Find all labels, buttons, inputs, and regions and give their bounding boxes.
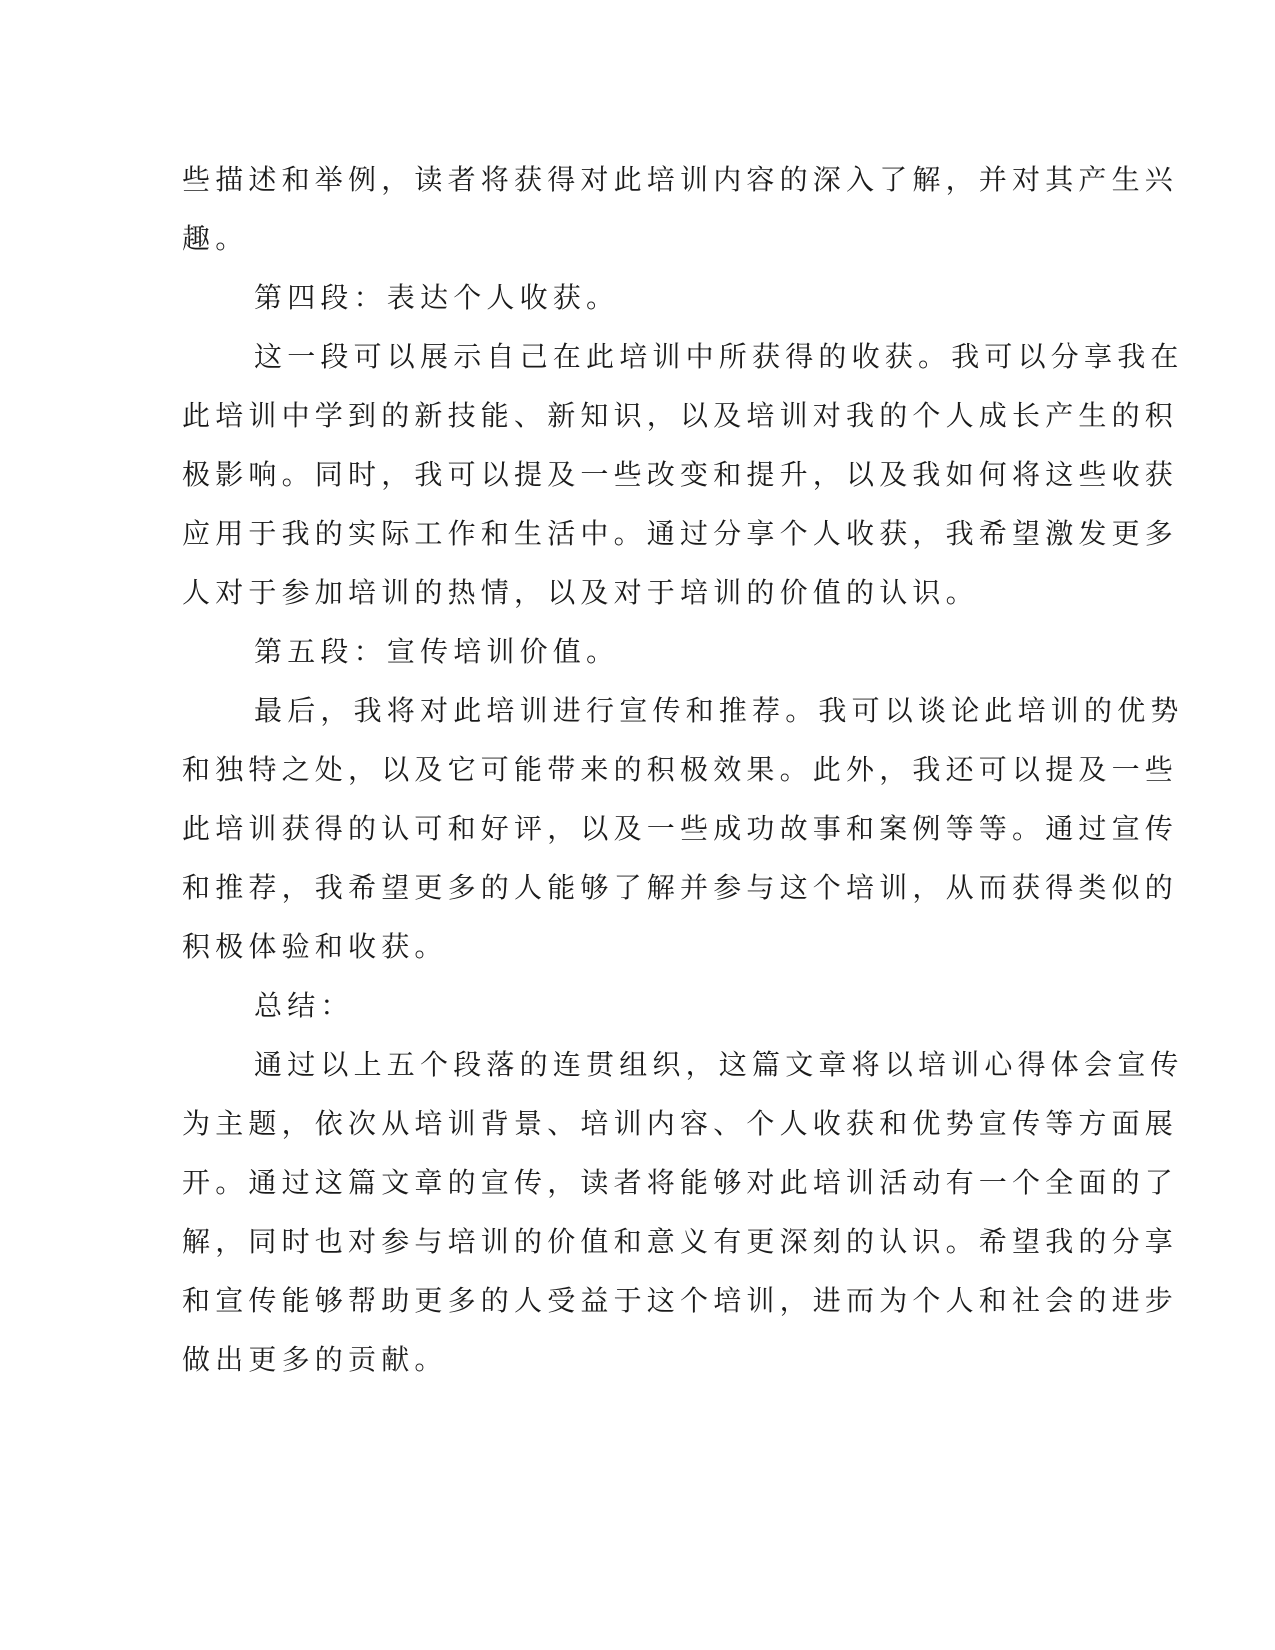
text-line: 积极体验和收获。 [182, 930, 448, 963]
text-line: 做出更多的贡献。 [182, 1343, 448, 1376]
document-body [182, 150, 1184, 1389]
text-line: 和独特之处，以及它可能带来的积极效果。此外，我还可以提及一些 [182, 753, 1179, 786]
text-line: 应用于我的实际工作和生活中。通过分享个人收获，我希望激发更多 [182, 517, 1179, 550]
text-line: 趣。 [182, 222, 249, 255]
text-line: 极影响。同时，我可以提及一些改变和提升，以及我如何将这些收获 [182, 458, 1179, 491]
text-line: 此培训获得的认可和好评，以及一些成功故事和案例等等。通过宣传 [182, 812, 1179, 845]
text-line: 最后，我将对此培训进行宣传和推荐。我可以谈论此培训的优势 [254, 694, 1184, 727]
text-line: 和宣传能够帮助更多的人受益于这个培训，进而为个人和社会的进步 [182, 1284, 1179, 1317]
text-line: 解，同时也对参与培训的价值和意义有更深刻的认识。希望我的分享 [182, 1225, 1179, 1258]
text-line: 此培训中学到的新技能、新知识，以及培训对我的个人成长产生的积 [182, 399, 1179, 432]
text-line: 人对于参加培训的热情，以及对于培训的价值的认识。 [182, 576, 979, 609]
section-heading: 总结： [254, 989, 354, 1022]
text-line: 些描述和举例，读者将获得对此培训内容的深入了解，并对其产生兴 [182, 163, 1179, 196]
section-heading: 第五段：宣传培训价值。 [254, 635, 620, 668]
text-line: 和推荐，我希望更多的人能够了解并参与这个培训，从而获得类似的 [182, 871, 1179, 904]
text-line: 为主题，依次从培训背景、培训内容、个人收获和优势宣传等方面展 [182, 1107, 1179, 1140]
text-line: 通过以上五个段落的连贯组织，这篇文章将以培训心得体会宣传 [254, 1048, 1184, 1081]
section-heading: 第四段：表达个人收获。 [254, 281, 620, 314]
text-line: 开。通过这篇文章的宣传，读者将能够对此培训活动有一个全面的了 [182, 1166, 1179, 1199]
text-line: 这一段可以展示自己在此培训中所获得的收获。我可以分享我在 [254, 340, 1184, 373]
